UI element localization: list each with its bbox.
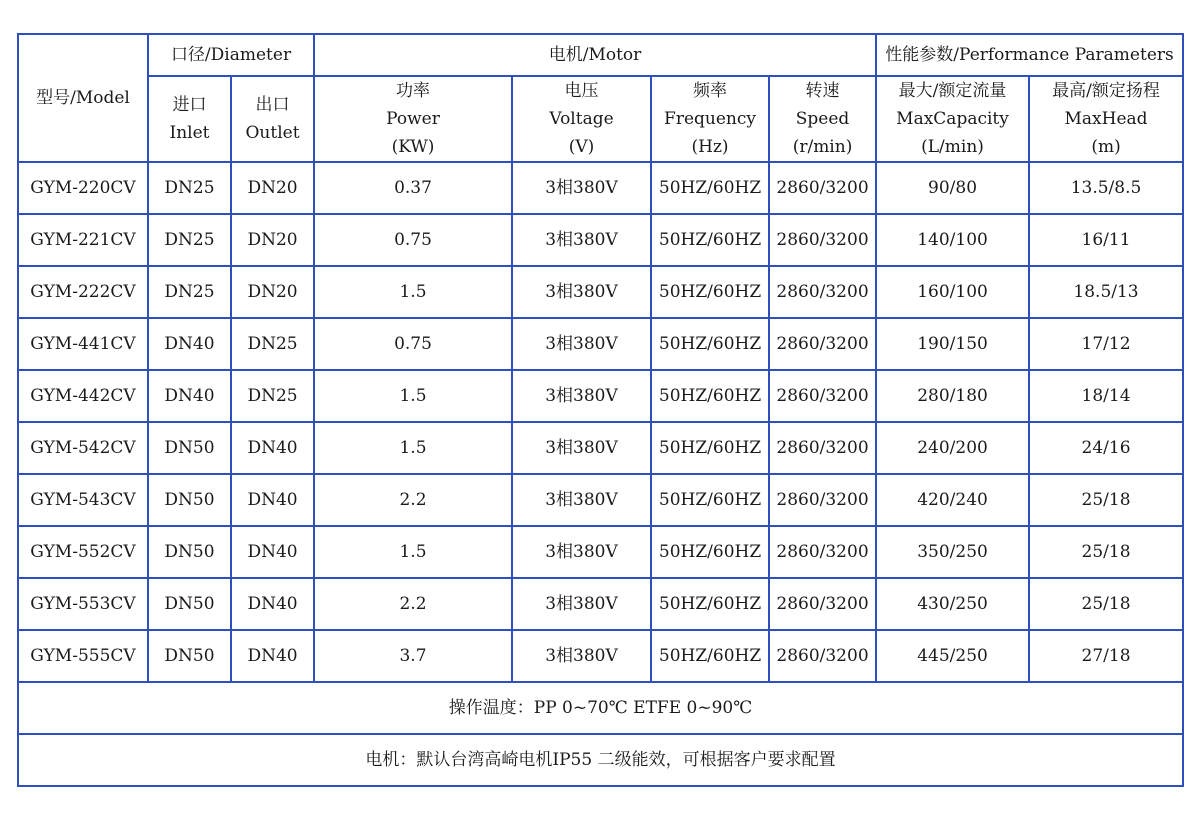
- cell-capacity: 190/150: [876, 318, 1029, 370]
- cell-frequency: 50HZ/60HZ: [651, 162, 769, 214]
- cell-head: 27/18: [1029, 630, 1183, 682]
- cell-capacity: 430/250: [876, 578, 1029, 630]
- cell-outlet: DN20: [231, 162, 314, 214]
- cell-power: 1.5: [314, 370, 512, 422]
- cell-model: GYM-552CV: [18, 526, 148, 578]
- header-head: [1029, 76, 1183, 162]
- cell-head: 25/18: [1029, 474, 1183, 526]
- table-row: [18, 162, 1183, 214]
- cell-speed: 2860/3200: [769, 266, 876, 318]
- cell-model: GYM-220CV: [18, 162, 148, 214]
- header-row-2: [18, 76, 1183, 162]
- cell-outlet: DN20: [231, 266, 314, 318]
- header-outlet-cn: 出口: [255, 95, 290, 115]
- header-voltage-cn: 电压: [564, 81, 599, 101]
- header-diameter: 口径/Diameter: [148, 34, 314, 76]
- cell-power: 2.2: [314, 474, 512, 526]
- cell-frequency: 50HZ/60HZ: [651, 474, 769, 526]
- cell-inlet: DN50: [148, 578, 231, 630]
- header-model: 型号/Model: [18, 34, 148, 162]
- cell-power: 0.75: [314, 318, 512, 370]
- cell-inlet: DN50: [148, 422, 231, 474]
- header-voltage-unit: (V): [568, 137, 595, 157]
- cell-capacity: 90/80: [876, 162, 1029, 214]
- header-capacity: [876, 76, 1029, 162]
- cell-power: 1.5: [314, 266, 512, 318]
- header-voltage: [512, 76, 651, 162]
- table-row: [18, 266, 1183, 318]
- header-frequency-en: Frequency: [664, 109, 756, 129]
- table-body: [18, 34, 1183, 786]
- cell-capacity: 140/100: [876, 214, 1029, 266]
- cell-inlet: DN25: [148, 162, 231, 214]
- table-row: [18, 578, 1183, 630]
- cell-inlet: DN50: [148, 630, 231, 682]
- cell-speed: 2860/3200: [769, 578, 876, 630]
- cell-head: 18.5/13: [1029, 266, 1183, 318]
- cell-outlet: DN40: [231, 422, 314, 474]
- cell-frequency: 50HZ/60HZ: [651, 318, 769, 370]
- cell-head: 17/12: [1029, 318, 1183, 370]
- cell-model: GYM-442CV: [18, 370, 148, 422]
- cell-outlet: DN20: [231, 214, 314, 266]
- note-temperature: 操作温度：PP 0~70℃ ETFE 0~90℃: [18, 682, 1183, 734]
- cell-power: 0.75: [314, 214, 512, 266]
- cell-inlet: DN40: [148, 370, 231, 422]
- cell-speed: 2860/3200: [769, 630, 876, 682]
- header-head-en: MaxHead: [1064, 109, 1148, 129]
- cell-capacity: 445/250: [876, 630, 1029, 682]
- cell-outlet: DN40: [231, 526, 314, 578]
- cell-head: 13.5/8.5: [1029, 162, 1183, 214]
- header-motor: 电机/Motor: [314, 34, 876, 76]
- table-row: [18, 214, 1183, 266]
- cell-inlet: DN50: [148, 474, 231, 526]
- cell-voltage: 3相380V: [512, 318, 651, 370]
- cell-model: GYM-543CV: [18, 474, 148, 526]
- header-speed: [769, 76, 876, 162]
- cell-model: GYM-222CV: [18, 266, 148, 318]
- cell-voltage: 3相380V: [512, 578, 651, 630]
- note-motor: 电机：默认台湾高崎电机IP55 二级能效，可根据客户要求配置: [18, 734, 1183, 786]
- cell-outlet: DN25: [231, 318, 314, 370]
- cell-head: 18/14: [1029, 370, 1183, 422]
- table-row: [18, 422, 1183, 474]
- cell-power: 3.7: [314, 630, 512, 682]
- cell-capacity: 240/200: [876, 422, 1029, 474]
- cell-frequency: 50HZ/60HZ: [651, 578, 769, 630]
- note-row-temperature: [18, 682, 1183, 734]
- table-row: [18, 370, 1183, 422]
- cell-inlet: DN40: [148, 318, 231, 370]
- header-inlet-en: Inlet: [169, 123, 210, 143]
- header-outlet-en: Outlet: [245, 123, 300, 143]
- cell-frequency: 50HZ/60HZ: [651, 422, 769, 474]
- header-speed-cn: 转速: [805, 81, 840, 101]
- cell-speed: 2860/3200: [769, 318, 876, 370]
- cell-voltage: 3相380V: [512, 526, 651, 578]
- cell-speed: 2860/3200: [769, 526, 876, 578]
- cell-voltage: 3相380V: [512, 214, 651, 266]
- header-head-cn: 最高/额定扬程: [1052, 81, 1160, 101]
- cell-outlet: DN40: [231, 578, 314, 630]
- cell-frequency: 50HZ/60HZ: [651, 526, 769, 578]
- cell-power: 0.37: [314, 162, 512, 214]
- cell-speed: 2860/3200: [769, 214, 876, 266]
- cell-voltage: 3相380V: [512, 474, 651, 526]
- header-speed-en: Speed: [795, 109, 850, 129]
- cell-speed: 2860/3200: [769, 422, 876, 474]
- note-row-motor: [18, 734, 1183, 786]
- cell-speed: 2860/3200: [769, 162, 876, 214]
- table-row: [18, 526, 1183, 578]
- header-outlet: [231, 76, 314, 162]
- header-inlet-cn: 进口: [172, 95, 207, 115]
- cell-capacity: 160/100: [876, 266, 1029, 318]
- cell-head: 25/18: [1029, 578, 1183, 630]
- header-capacity-cn: 最大/额定流量: [898, 81, 1007, 101]
- cell-model: GYM-553CV: [18, 578, 148, 630]
- cell-power: 1.5: [314, 422, 512, 474]
- cell-frequency: 50HZ/60HZ: [651, 630, 769, 682]
- cell-capacity: 280/180: [876, 370, 1029, 422]
- cell-model: GYM-542CV: [18, 422, 148, 474]
- header-power: [314, 76, 512, 162]
- header-performance: 性能参数/Performance Parameters: [876, 34, 1183, 76]
- cell-head: 25/18: [1029, 526, 1183, 578]
- cell-inlet: DN25: [148, 214, 231, 266]
- header-power-en: Power: [386, 109, 440, 129]
- cell-voltage: 3相380V: [512, 370, 651, 422]
- cell-voltage: 3相380V: [512, 422, 651, 474]
- cell-frequency: 50HZ/60HZ: [651, 214, 769, 266]
- header-frequency-cn: 频率: [693, 81, 728, 101]
- cell-capacity: 420/240: [876, 474, 1029, 526]
- pump-spec-table: [17, 33, 1184, 787]
- cell-outlet: DN40: [231, 630, 314, 682]
- cell-capacity: 350/250: [876, 526, 1029, 578]
- cell-inlet: DN25: [148, 266, 231, 318]
- cell-voltage: 3相380V: [512, 630, 651, 682]
- table-row: [18, 474, 1183, 526]
- header-power-cn: 功率: [396, 81, 431, 101]
- header-power-unit: (KW): [391, 137, 435, 157]
- header-head-unit: (m): [1091, 137, 1121, 157]
- table-row: [18, 318, 1183, 370]
- header-frequency-unit: (Hz): [691, 137, 729, 157]
- cell-model: GYM-555CV: [18, 630, 148, 682]
- header-frequency: [651, 76, 769, 162]
- table-row: [18, 630, 1183, 682]
- cell-outlet: DN40: [231, 474, 314, 526]
- header-capacity-unit: (L/min): [921, 137, 984, 157]
- cell-power: 2.2: [314, 578, 512, 630]
- cell-voltage: 3相380V: [512, 266, 651, 318]
- cell-frequency: 50HZ/60HZ: [651, 370, 769, 422]
- cell-frequency: 50HZ/60HZ: [651, 266, 769, 318]
- cell-speed: 2860/3200: [769, 474, 876, 526]
- cell-model: GYM-441CV: [18, 318, 148, 370]
- cell-speed: 2860/3200: [769, 370, 876, 422]
- cell-head: 16/11: [1029, 214, 1183, 266]
- cell-model: GYM-221CV: [18, 214, 148, 266]
- header-inlet: [148, 76, 231, 162]
- cell-inlet: DN50: [148, 526, 231, 578]
- header-speed-unit: (r/min): [792, 137, 853, 157]
- cell-head: 24/16: [1029, 422, 1183, 474]
- cell-outlet: DN25: [231, 370, 314, 422]
- cell-voltage: 3相380V: [512, 162, 651, 214]
- header-capacity-en: MaxCapacity: [896, 109, 1009, 129]
- header-row-1: [18, 34, 1183, 76]
- cell-power: 1.5: [314, 526, 512, 578]
- header-voltage-en: Voltage: [549, 109, 614, 129]
